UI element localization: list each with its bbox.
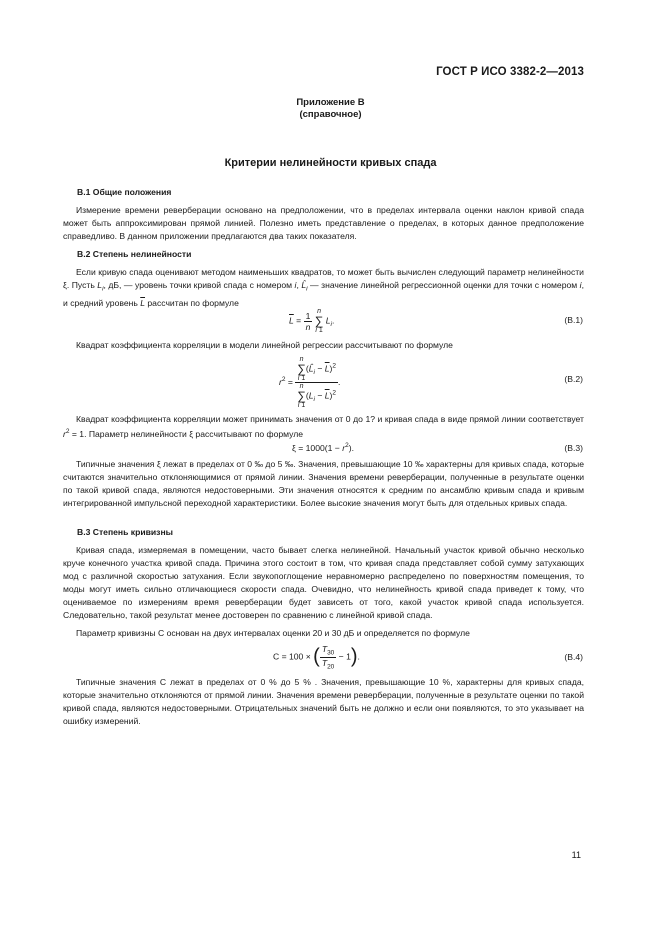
- equation-b1-number: (В.1): [564, 315, 583, 325]
- main-title: Критерии нелинейности кривых спада: [224, 157, 437, 169]
- b2-range-a: Квадрат коэффициента корреляции может принимать значения от 0 до 1? и кривая спада в виде прямой линии соответствует: [76, 414, 584, 424]
- b2-intro-c: — значение линейной регрессионной оценки для точки с номером: [307, 279, 580, 290]
- section-b1-text: Измерение времени реверберации основано на предположении, что в пределах интервала оценки наклон кривой спада может быть аппроксимирован прямой линией. Полезно иметь представление о пределах, в которых данное предположение справедливо. В данном приложении предлагаются два таких показателя.: [63, 205, 584, 241]
- annex-label: Приложение В: [296, 97, 365, 108]
- equation-b3: $\xi = 1000(1 - r^2)$.: [292, 442, 354, 453]
- section-b2-corr-intro: Квадрат коэффициента корреляции в модели линейной регрессии рассчитывают по формуле: [76, 340, 453, 350]
- section-b3-heading: В.3 Степень кривизны: [77, 527, 173, 537]
- eq3-lhs: ξ = 1000(1 −: [292, 442, 343, 453]
- b2-intro-a: Если кривую спада оценивают методом наименьших квадратов, то может быть вычислен следующий параметр нелинейности ξ. Пусть: [63, 267, 584, 290]
- section-b3-text3: Типичные значения C лежат в пределах от 0 % до 5 % . Значения, превышающие 10 %, характерны для кривых спада, которые значительно отклоняются от прямой линии. Значения времени реверберации, полученные в результате оценки по такой кривой спада, являются недостоверными. Отрицательных значений быть не должно и если они появляются, то это указывает на ошибку измерений.: [63, 677, 584, 726]
- equation-b4: C = 100 × ( $\frac{T_{30}}{T_{20}}$ − 1).: [273, 644, 360, 671]
- b2-intro-e: рассчитан по формуле: [145, 297, 239, 308]
- section-b2-intro: Если кривую спада оценивают методом наименьших квадратов, то может быть вычислен следующий параметр нелинейности ξ. Пусть $L_i$, дБ, — уровень точки кривой спада с номером i, $L̂_i$ — значение линейной регрессионной оценки для точки с номером i, и средний уровень $\overline{L}$ рассчитан по формуле: [63, 267, 584, 308]
- b2-intro-d: , и средний уровень: [63, 279, 584, 308]
- equation-b2-number: (В.2): [564, 374, 583, 384]
- section-b1-heading: В.1 Общие положения: [77, 187, 172, 197]
- page-number: 11: [571, 850, 581, 860]
- eq4-lhs: C = 100 ×: [273, 651, 311, 662]
- section-b2-range: Квадрат коэффициента корреляции может принимать значения от 0 до 1? и кривая спада в виде прямой линии соответствует $r^2 = 1$. Параметр нелинейности ξ рассчитывают по формуле: [63, 414, 584, 439]
- annex-title: [0, 97, 661, 121]
- equation-b1: $\overline{L}$ = $\frac{1}{n}$ n ∑ i 1 $L_i$.: [289, 308, 335, 334]
- b2-intro-b: , дБ, — уровень точки кривой спада с номером: [103, 279, 295, 290]
- eq3-rhs: ).: [348, 442, 354, 453]
- annex-type: (справочное): [299, 109, 362, 120]
- standard-header: ГОСТ Р ИСО 3382-2—2013: [436, 66, 584, 78]
- equation-b2: $r^2$ = n ∑ i $1(L̂_i - \overline{L})^2$ n ∑ i $1(L_i - \overline{L})^2$ .: [279, 356, 341, 409]
- equation-b3-number: (В.3): [564, 443, 583, 453]
- section-b3-text2: Параметр кривизны C основан на двух интервалах оценки 20 и 30 дБ и определяется по формуле: [76, 628, 470, 638]
- section-b3-text1: Кривая спада, измеряемая в помещении, часто бывает слегка нелинейной. Начальный участок кривой обычно несколько круче конечного участка кривой спада. Причина этого состоит в том, что кривая спада представляет собой сумму затухающих мод с различной скоростью затухания. Если звукопоглощение неравномерно распределено по поверхностям помещения, то моды могут иметь сильно отличающиеся скорости спада. Очевидно, что нелинейность кривой спада приведет к тому, что оцениваемое по измерениям время реверберации будет зависеть от того, какой участок кривой спада используется. Следовательно, такой результат менее достоверен по сравнению с линейной кривой спада.: [63, 545, 584, 620]
- b2-range-b: = 1. Параметр нелинейности ξ рассчитывают по формуле: [69, 428, 304, 439]
- equation-b4-number: (В.4): [564, 652, 583, 662]
- section-b2-typical: Типичные значения ξ лежат в пределах от 0 ‰ до 5 ‰. Значения, превышающие 10 ‰ характерны для кривых спада, которые считаются значительно отклоняющимися от прямой линии. Значения времени реверберации, полученные в результате оценки по такой кривой спада, являются недостоверными. Эти значения относятся к средним по ансамблю кривым спада и кривым интегрированной импульсной переходной характеристики. Более высокие значения могут быть для отдельных кривых спада.: [63, 459, 584, 508]
- section-b2-heading: В.2 Степень нелинейности: [77, 249, 192, 259]
